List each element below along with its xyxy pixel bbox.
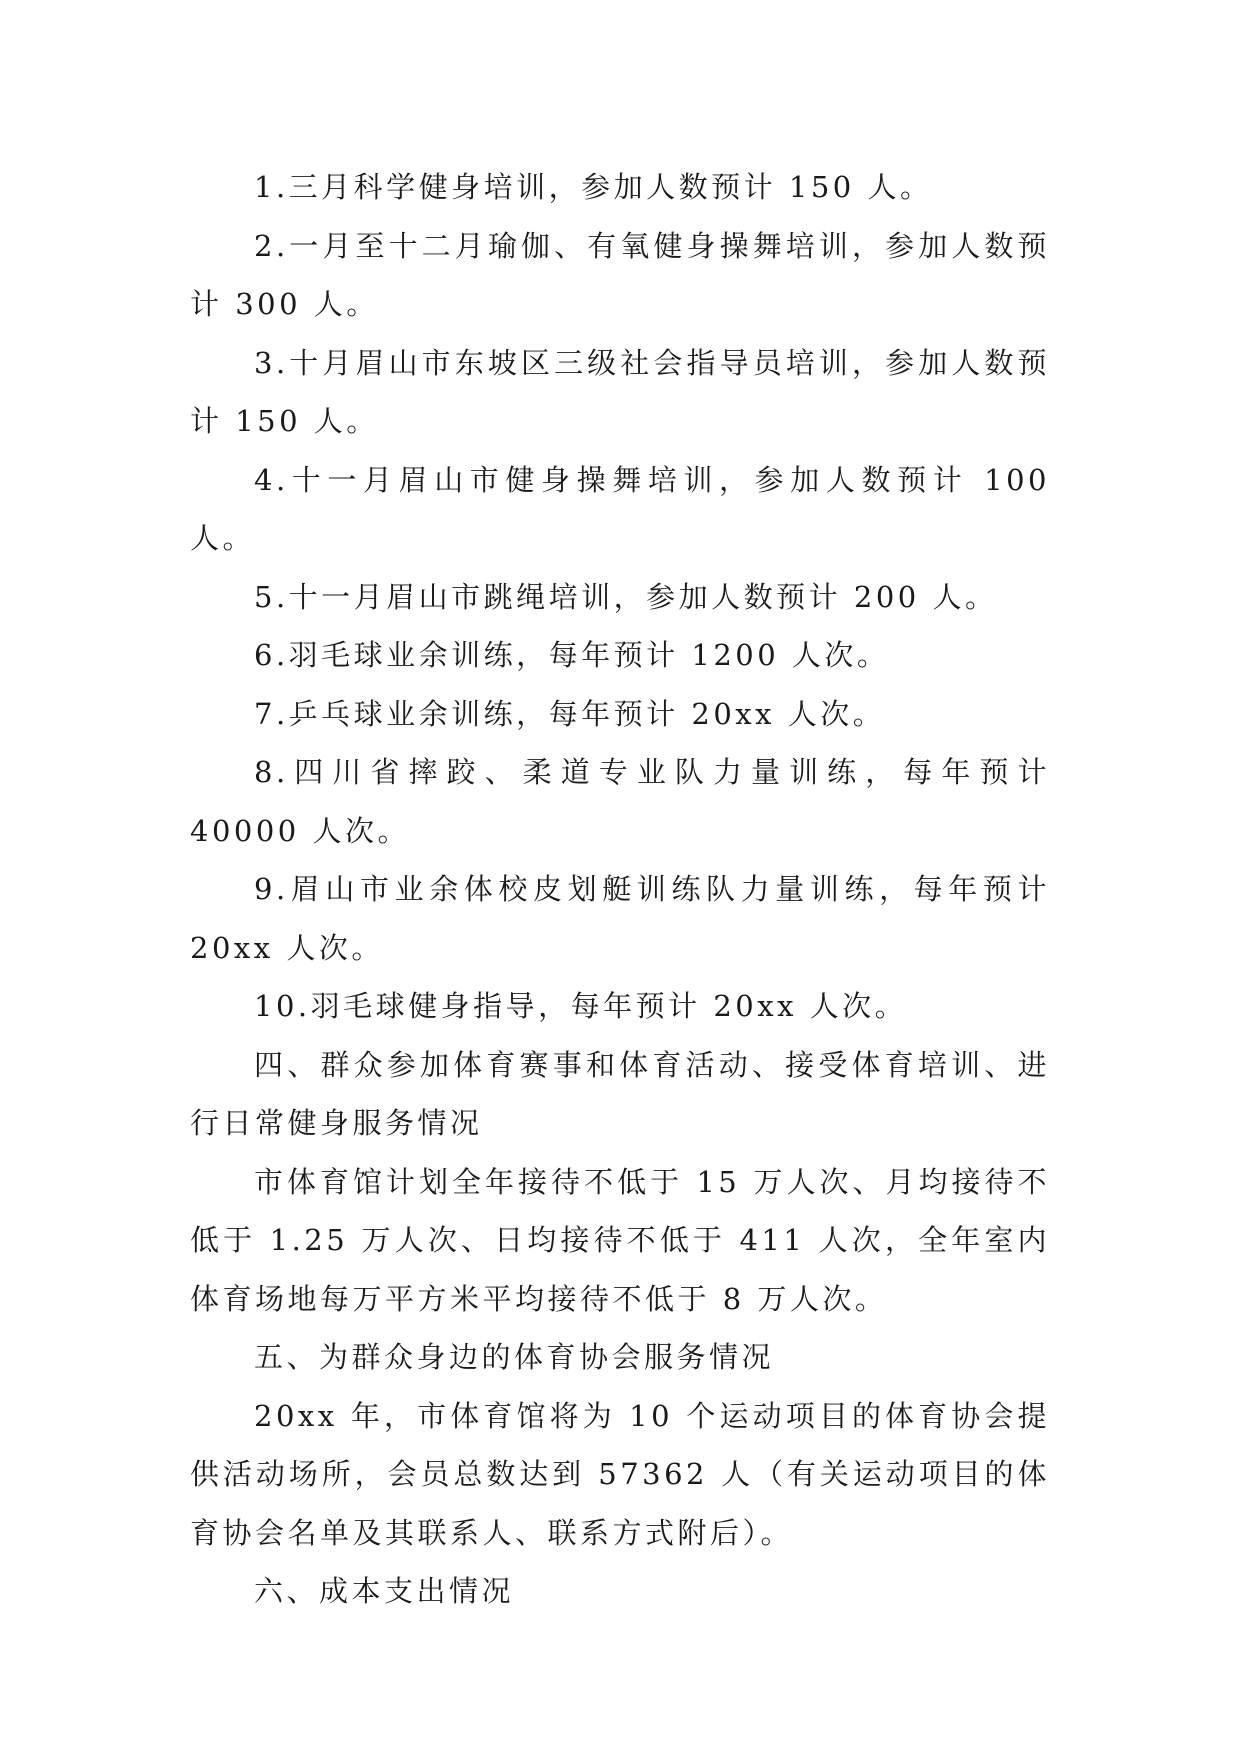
paragraph-item-9: 9.眉山市业余体校皮划艇训练队力量训练，每年预计 20xx 人次。	[190, 872, 1050, 965]
paragraph-item-3: 3.十月眉山市东坡区三级社会指导员培训，参加人数预计 150 人。	[190, 345, 1050, 438]
document-body	[190, 158, 1050, 1621]
paragraph-item-4: 4.十一月眉山市健身操舞培训，参加人数预计 100 人。	[190, 462, 1050, 555]
section-heading-5: 五、为群众身边的体育协会服务情况	[254, 1340, 775, 1374]
paragraph-item-1: 1.三月科学健身培训，参加人数预计 150 人。	[254, 170, 933, 204]
section-body-4: 市体育馆计划全年接待不低于 15 万人次、月均接待不低于 1.25 万人次、日均接待不低于 411 人次，全年室内体育场地每万平方米平均接待不低于 8 万人次。	[190, 1164, 1050, 1316]
section-heading-4: 四、群众参加体育赛事和体育活动、接受体育培训、进行日常健身服务情况	[190, 1047, 1050, 1140]
paragraph-item-7: 7.乒乓球业余训练，每年预计 20xx 人次。	[254, 696, 886, 731]
section-heading-6: 六、成本支出情况	[254, 1574, 515, 1608]
section-body-5: 20xx 年，市体育馆将为 10 个运动项目的体育协会提供活动场所，会员总数达到 57362 人（有关运动项目的体育协会名单及其联系人、联系方式附后）。	[190, 1398, 1050, 1550]
paragraph-item-10: 10.羽毛球健身指导，每年预计 20xx 人次。	[254, 989, 908, 1023]
paragraph-item-8: 8.四川省摔跤、柔道专业队力量训练，每年预计 40000 人次。	[190, 755, 1050, 848]
paragraph-item-6: 6.羽毛球业余训练，每年预计 1200 人次。	[254, 638, 890, 672]
paragraph-item-5: 5.十一月眉山市跳绳培训，参加人数预计 200 人。	[254, 579, 998, 614]
paragraph-item-2: 2.一月至十二月瑜伽、有氧健身操舞培训，参加人数预计 300 人。	[190, 228, 1050, 321]
